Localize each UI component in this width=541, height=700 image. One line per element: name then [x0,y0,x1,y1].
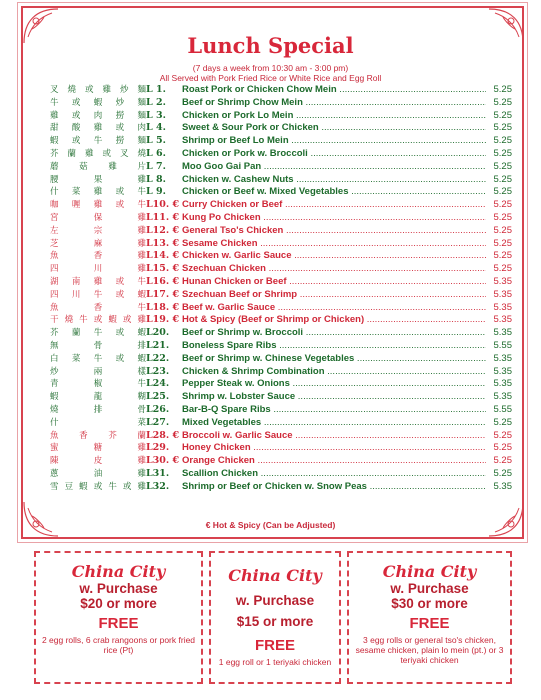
menu-item-code: L 6. [146,147,166,159]
menu-item-name: Chicken w. Cashew Nuts ..... [182,174,486,187]
menu-item-chinese-name: 芥蘭雞或叉燒 [50,148,146,159]
menu-item-chinese-name: 左宗雞 [50,225,146,236]
menu-item-price: 5.25 [493,199,512,211]
menu-item-chinese-name: 青椒牛 [50,379,146,390]
corner-ornament-icon [22,500,60,538]
menu-item-name: Honey Chicken ..... [182,442,486,455]
menu-item-price: 5.25 [493,237,512,249]
menu-item-name: Bar-B-Q Spare Ribs ..... [182,404,486,417]
menu-item [50,225,520,238]
menu-item-name: Chicken or Pork w. Broccoli ..... [182,148,486,161]
menu-item-chinese-name: 魚香雞 [50,251,146,262]
menu-item-code: L27. [146,416,170,428]
menu-item-price: 5.35 [493,365,512,377]
menu-item-price: 5.25 [493,135,512,147]
menu-item [50,289,520,302]
menu-item-name: Chicken or Pork Lo Mein ..... [182,110,486,123]
menu-item-code: L28. € [146,429,180,441]
menu-item-code: L 2. [146,96,166,108]
menu-item-list [50,84,520,494]
menu-item-name: Sweet & Sour Pork or Chicken ..... [182,122,486,135]
menu-item-name: Mixed Vegetables ..... [182,417,486,430]
menu-item-price: 5.35 [493,480,512,492]
menu-item-name: Boneless Spare Ribs ..... [182,340,486,353]
menu-item-price: 5.25 [493,442,512,454]
menu-item [50,238,520,251]
menu-item-name: Beef or Shrimp w. Chinese Vegetables ..... [182,353,486,366]
menu-item-code: L18. € [146,301,180,313]
coupon-amount: $20 or more [80,596,157,611]
menu-item [50,135,520,148]
menu-item-price: 5.35 [493,301,512,313]
menu-item [50,314,520,327]
menu-item-chinese-name: 芥蘭牛或蝦 [50,328,146,339]
menu-item-chinese-name: 白菜牛或蝦 [50,353,146,364]
menu-item-code: L10. € [146,199,180,211]
menu-item [50,250,520,263]
menu-item-chinese-name: 四川牛或蝦 [50,289,146,300]
menu-item-chinese-name: 湖南雞或牛 [50,276,146,287]
menu-item-code: L16. € [146,275,180,287]
coupon-brand: China City [228,566,322,585]
coupon-purchase-line: w. Purchase [390,581,469,596]
menu-served-with: All Served with Pork Fried Rice or White Rice and Egg Roll [159,73,382,83]
menu-item-code: L23. [146,365,170,377]
menu-item-price: 5.25 [493,416,512,428]
menu-item-chinese-name: 雪豆蝦或牛或雞 [50,481,146,492]
menu-item-name: Kung Po Chicken ..... [182,212,486,225]
menu-item-code: L15. € [146,263,180,275]
menu-item-code: L19. € [146,314,180,326]
menu-item-code: L29. [146,442,170,454]
menu-item-price: 5.25 [493,455,512,467]
menu-item [50,481,520,494]
menu-item-price: 5.55 [493,403,512,415]
menu-item [50,276,520,289]
menu-item-chinese-name: 腰果雞 [50,174,146,185]
coupon-brand: China City [71,562,166,581]
menu-hours: (7 days a week from 10:30 am - 3:00 pm) [192,63,349,73]
menu-item [50,430,520,443]
menu-item-chinese-name: 四川雞 [50,264,146,275]
menu-item [50,174,520,187]
menu-item-name: Chicken w. Garlic Sauce ..... [182,250,486,263]
menu-item-name: Shrimp w. Lobster Sauce ..... [182,391,486,404]
menu-item-code: L25. [146,391,170,403]
menu-item-price: 5.25 [493,173,512,185]
coupon-20 [34,551,203,684]
menu-item-code: L20. [146,327,170,339]
menu-item [50,212,520,225]
menu-item [50,417,520,430]
menu-item-name: Hot & Spicy (Beef or Shrimp or Chicken) ..... [182,314,486,327]
menu-item-price: 5.55 [493,339,512,351]
menu-item-price: 5.25 [493,263,512,275]
menu-item-name: Szechuan Beef or Shrimp ..... [182,289,486,302]
menu-item [50,84,520,97]
menu-item-price: 5.35 [493,314,512,326]
menu-item-name: Scallion Chicken ..... [182,468,486,481]
menu-item [50,455,520,468]
menu-item-chinese-name: 宮保雞 [50,212,146,223]
menu-item [50,366,520,379]
menu-item-chinese-name: 魚香芥蘭 [50,430,146,441]
menu-item-chinese-name: 蝦或牛撈麵 [50,136,146,147]
coupon-15 [209,551,341,684]
menu-item-chinese-name: 無骨排 [50,340,146,351]
menu-item-price: 5.25 [493,429,512,441]
menu-item [50,442,520,455]
menu-item-price: 5.25 [493,109,512,121]
menu-item [50,263,520,276]
menu-item-chinese-name: 蔥油雞 [50,468,146,479]
menu-item-price: 5.35 [493,288,512,300]
coupon-free: FREE [254,637,295,654]
coupon-offer: 3 egg rolls or general tso's chicken, sesame chicken, plain lo mein (pt.) or 3 teriyaki chicken [355,635,504,665]
menu-item-chinese-name: 蜜糖雞 [50,443,146,454]
menu-item-code: L31. [146,467,170,479]
menu-title: Lunch Special [187,33,354,58]
menu-item-name: Orange Chicken ..... [182,455,486,468]
menu-item [50,340,520,353]
menu-item-price: 5.25 [493,147,512,159]
menu-item-name: Sesame Chicken ..... [182,238,486,251]
menu-item [50,468,520,481]
menu-item-name: Moo Goo Gai Pan ..... [182,161,486,174]
menu-item-code: L22. [146,352,170,364]
menu-item-code: L24. [146,378,170,390]
menu-item-price: 5.25 [493,122,512,134]
menu-item [50,186,520,199]
menu-item-code: L21. [146,339,170,351]
menu-item-name: Beef w. Garlic Sauce ..... [182,302,486,315]
menu-item-chinese-name: 牛或蝦炒麵 [50,97,146,108]
menu-item [50,97,520,110]
menu-item-code: L32. [146,480,170,492]
menu-item-price: 5.35 [493,352,512,364]
menu-item-code: L14. € [146,250,180,262]
menu-item-name: General Tso's Chicken ..... [182,225,486,238]
menu-item-chinese-name: 什菜雞或牛 [50,187,146,198]
coupon-free: FREE [98,615,139,632]
coupon-purchase-line: w. Purchase [235,593,315,608]
menu-item-price: 5.25 [493,250,512,262]
menu-item-price: 5.25 [493,160,512,172]
menu-item-chinese-name: 甜酸雞或肉 [50,123,146,134]
menu-item-chinese-name: 什菜 [50,417,146,428]
menu-item-price: 5.25 [493,211,512,223]
menu-item [50,353,520,366]
menu-item-price: 5.35 [493,275,512,287]
menu-item-code: L 4. [146,122,166,134]
menu-item-chinese-name: 咖喱雞或牛 [50,200,146,211]
menu-item-chinese-name: 魚香牛 [50,302,146,313]
coupon-brand: China City [382,562,477,581]
menu-item-code: L12. € [146,224,180,236]
menu-item [50,122,520,135]
menu-item-price: 5.35 [493,327,512,339]
menu-item-price: 5.25 [493,186,512,198]
menu-item-name: Hunan Chicken or Beef ..... [182,276,486,289]
corner-ornament-icon [487,500,525,538]
menu-item-code: L17. € [146,288,180,300]
menu-item-name: Szechuan Chicken ..... [182,263,486,276]
coupon-purchase-line: w. Purchase [79,581,158,596]
menu-item-code: L26. [146,403,170,415]
menu-item-chinese-name: 雞或肉撈麵 [50,110,146,121]
menu-item-name: Chicken or Beef w. Mixed Vegetables ..... [182,186,486,199]
menu-item-code: L13. € [146,237,180,249]
menu-item-code: L 1. [146,84,166,95]
menu-item-price: 5.35 [493,391,512,403]
menu-item-price: 5.25 [493,84,512,95]
menu-item [50,199,520,212]
menu-item-chinese-name: 炒兩樣 [50,366,146,377]
coupon-amount: $30 or more [391,596,468,611]
menu-item [50,302,520,315]
menu-item-chinese-name: 芝麻雞 [50,238,146,249]
menu-item-name: Beef or Shrimp w. Broccoli ..... [182,327,486,340]
hot-spicy-note: € Hot & Spicy (Can be Adjusted) [205,520,336,530]
menu-item-price: 5.25 [493,96,512,108]
coupon-free: FREE [409,615,450,632]
menu-item-code: L 9. [146,186,166,198]
menu-item-code: L 3. [146,109,166,121]
coupon-amount: $15 or more [236,614,314,629]
menu-item-name: Shrimp or Beef or Chicken w. Snow Peas ..... [182,481,486,494]
coupon-offer: 2 egg rolls, 6 crab rangoons or pork fried rice (Pt) [41,635,196,655]
menu-item-code: L 8. [146,173,166,185]
menu-item [50,378,520,391]
menu-item [50,161,520,174]
menu-item [50,110,520,123]
menu-item-name: Beef or Shrimp Chow Mein ..... [182,97,486,110]
menu-item [50,327,520,340]
menu-item-name: Pepper Steak w. Onions ..... [182,378,486,391]
menu-item-chinese-name: 叉燒或雞炒麵 [50,85,146,95]
menu-item-chinese-name: 陳皮雞 [50,456,146,467]
menu-item-code: L 5. [146,135,166,147]
menu-item-chinese-name: 干燒牛或蝦或雞 [50,315,146,326]
menu-item-price: 5.35 [493,378,512,390]
menu-item-code: L30. € [146,455,180,467]
menu-item [50,148,520,161]
menu-item-name: Roast Pork or Chicken Chow Mein ..... [182,84,486,97]
menu-item-chinese-name: 燒排骨 [50,404,146,415]
coupon-30 [347,551,512,684]
menu-item-price: 5.25 [493,467,512,479]
menu-item-code: L11. € [146,211,180,223]
menu-item-chinese-name: 蝦龍糊 [50,392,146,403]
menu-item-name: Chicken & Shrimp Combination ..... [182,366,486,379]
menu-item-price: 5.25 [493,224,512,236]
menu-item-chinese-name: 蘑菇雞片 [50,161,146,172]
menu-item [50,404,520,417]
menu-item-name: Shrimp or Beef Lo Mein ..... [182,135,486,148]
menu-item [50,391,520,404]
coupon-offer: 1 egg roll or 1 teriyaki chicken [218,657,332,667]
menu-item-name: Curry Chicken or Beef ..... [182,199,486,212]
menu-item-name: Broccoli w. Garlic Sauce ..... [182,430,486,443]
menu-item-code: L 7. [146,160,166,172]
